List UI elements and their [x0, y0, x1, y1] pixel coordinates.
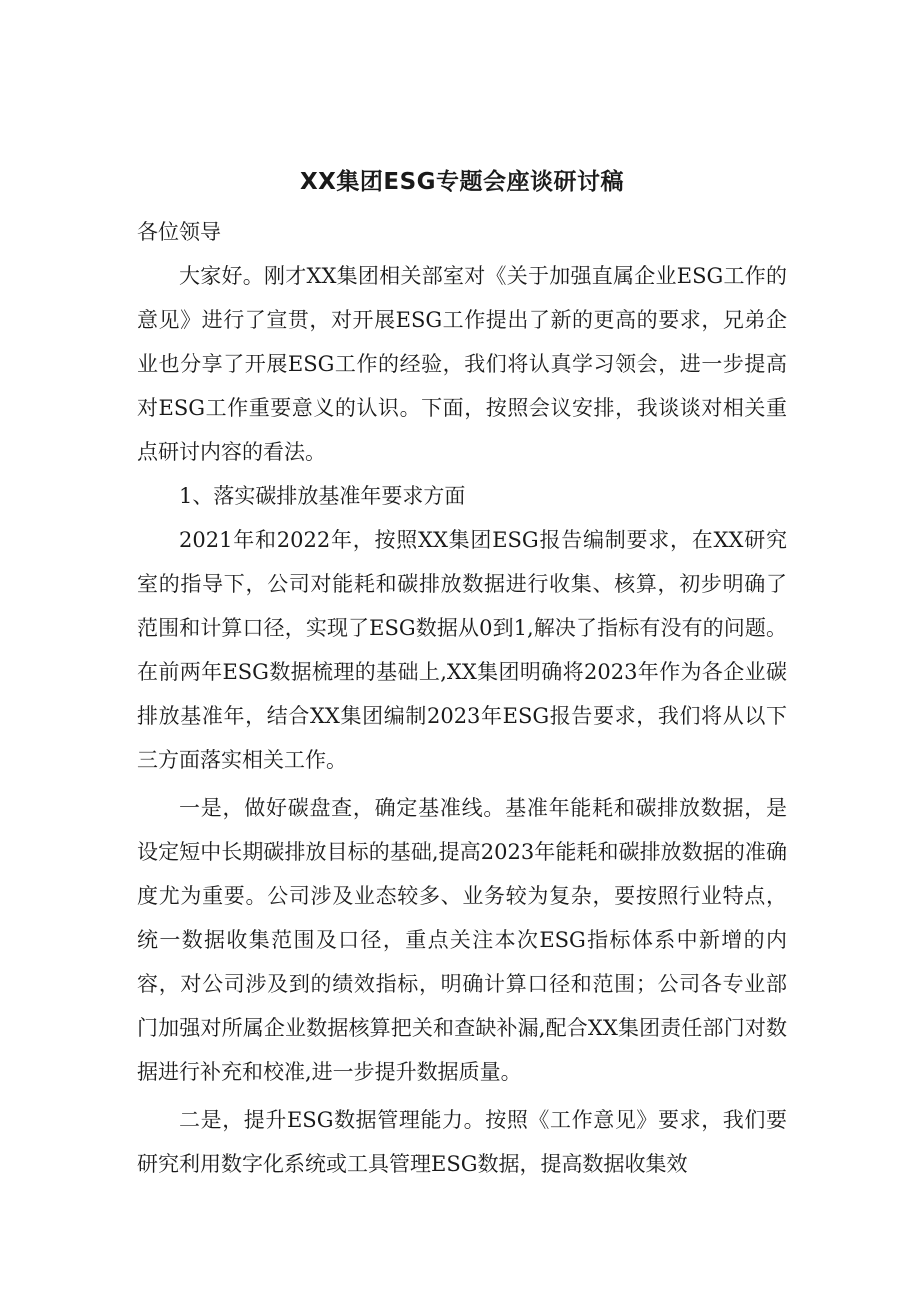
- paragraph-point-one: 一是，做好碳盘查，确定基准线。基准年能耗和碳排放数据，是设定短中长期碳排放目标的基础,提高2023年能耗和碳排放数据的准确度尤为重要。公司涉及业态较多、业务较为复杂，要按照行业特点，统一数据收集范围及口径，重点关注本次ESG指标体系中新增的内容，对公司涉及到的绩效指标，明确计算口径和范围；公司各专业部门加强对所属企业数据核算把关和查缺补漏,配合XX集团责任部门对数据进行补充和校准,进一步提升数据质量。: [137, 796, 787, 1084]
- salutation: 各位领导: [137, 220, 221, 244]
- section-heading-1: 1、落实碳排放基准年要求方面: [179, 484, 466, 508]
- document-page: [137, 160, 787, 1186]
- paragraph-background: 2021年和2022年，按照XX集团ESG报告编制要求，在XX研究室的指导下，公司对能耗和碳排放数据进行收集、核算，初步明确了范围和计算口径，实现了ESG数据从0到1,解决了指标有没有的问题。在前两年ESG数据梳理的基础上,XX集团明确将2023年作为各企业碳排放基准年，结合XX集团编制2023年ESG报告要求，我们将从以下三方面落实相关工作。: [137, 528, 787, 772]
- paragraph-greeting: 大家好。刚才XX集团相关部室对《关于加强直属企业ESG工作的意见》进行了宣贯，对开展ESG工作提出了新的更高的要求，兄弟企业也分享了开展ESG工作的经验，我们将认真学习领会，进一步提高对ESG工作重要意义的认识。下面，按照会议安排，我谈谈对相关重点研讨内容的看法。: [137, 264, 787, 464]
- paragraph-point-two: 二是，提升ESG数据管理能力。按照《工作意见》要求，我们要研究利用数字化系统或工具管理ESG数据，提高数据收集效: [137, 1108, 787, 1176]
- document-title: XX集团ESG专题会座谈研讨稿: [299, 169, 625, 195]
